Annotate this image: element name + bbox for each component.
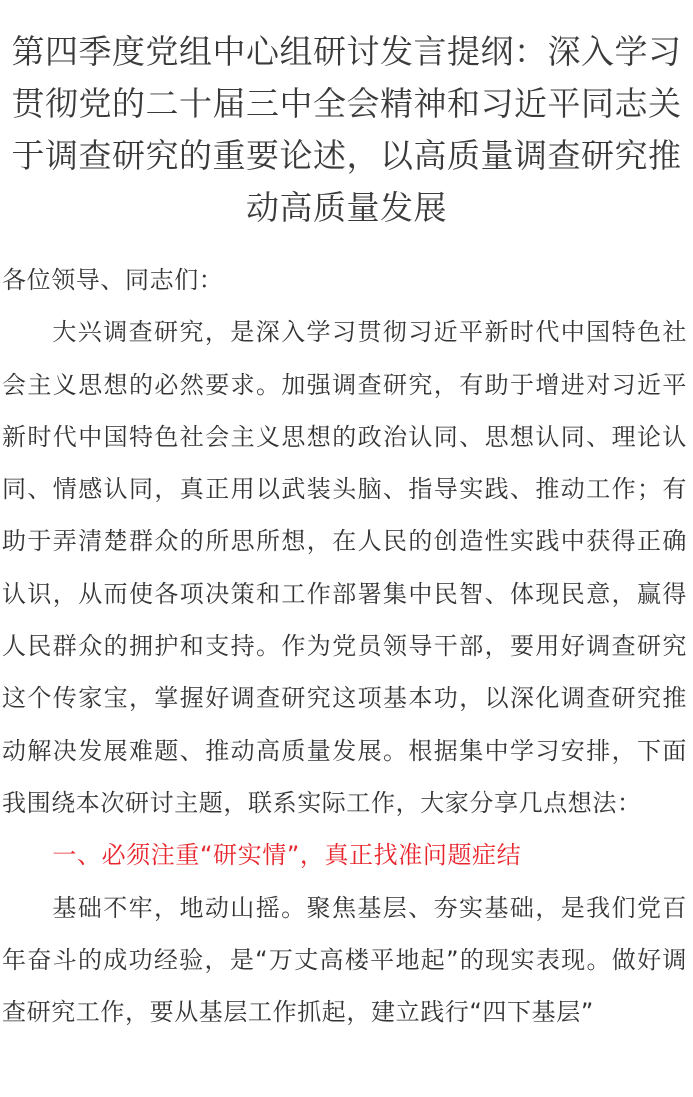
document-title: 第四季度党组中心组研讨发言提纲：深入学习贯彻党的二十届三中全会精神和习近平同志关于调查研究的重要论述，以高质量调查研究推动高质量发展 [11, 32, 682, 227]
section-1-paragraph: 基础不牢，地动山摇。聚焦基层、夯实基础，是我们党百年奋斗的成功经验，是“万丈高楼平地起”的现实表现。做好调查研究工作，要从基层工作抓起，建立践行“四下基层” [2, 893, 687, 1027]
section-1-heading: 一、必须注重“研实情”，真正找准问题症结 [52, 841, 522, 870]
intro-paragraph: 大兴调查研究，是深入学习贯彻习近平新时代中国特色社会主义思想的必然要求。加强调查研究，有助于增进对习近平新时代中国特色社会主义思想的政治认同、思想认同、理论认同、情感认同，真正用以武装头脑、指导实践、推动工作；有助于弄清楚群众的所思所想，在人民的创造性实践中获得正确认识，从而使各项决策和工作部署集中民智、体现民意，赢得人民群众的拥护和支持。作为党员领导干部，要用好调查研究这个传家宝，掌握好调查研究这项基本功，以深化调查研究推动解决发展难题、推动高质量发展。根据集中学习安排，下面我围绕本次研讨主题，联系实际工作，大家分享几点想法： [2, 318, 687, 817]
salutation: 各位领导、同志们： [2, 266, 224, 294]
document-body [0, 254, 693, 1038]
